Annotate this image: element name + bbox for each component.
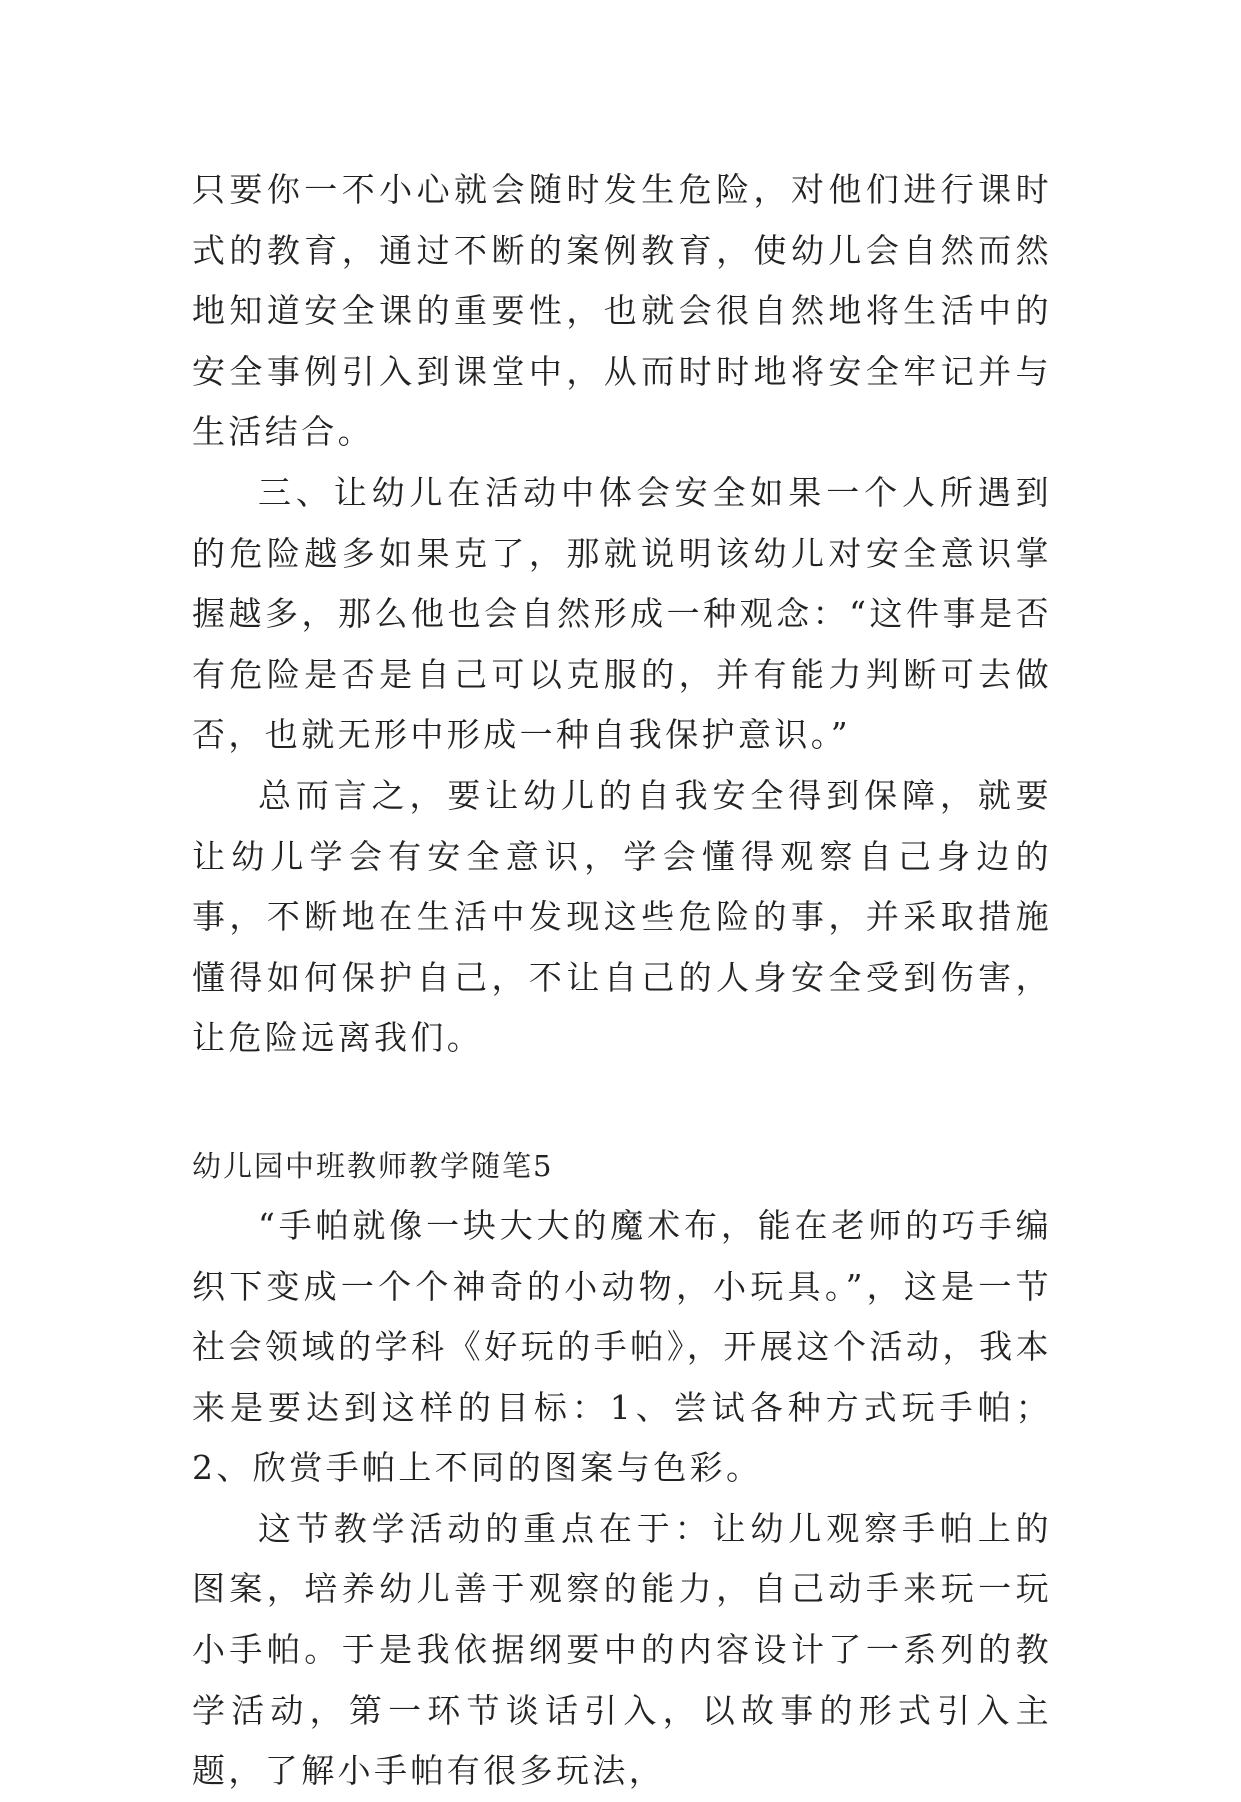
paragraph-continued: 只要你一不小心就会随时发生危险，对他们进行课时式的教育，通过不断的案例教育，使幼儿会自然而然地知道安全课的重要性，也就会很自然地将生活中的安全事例引入到课堂中，从而时时地将安全牢记并与生活结合。 (192, 170, 1052, 452)
paragraph-teaching-focus: 这节教学活动的重点在于：让幼儿观察手帕上的图案，培养幼儿善于观察的能力，自己动手来玩一玩小手帕。于是我依据纲要中的内容设计了一系列的教学活动，第一环节谈话引入，以故事的形式引入主题，了解小手帕有很多玩法， (192, 1508, 1052, 1791)
section-heading: 幼儿园中班教师教学随笔5 (192, 1148, 554, 1183)
paragraph-conclusion: 总而言之，要让幼儿的自我安全得到保障，就要让幼儿学会有安全意识，学会懂得观察自己身边的事，不断地在生活中发现这些危险的事，并采取措施懂得如何保护自己，不让自己的人身安全受到伤害，让危险远离我们。 (192, 775, 1052, 1058)
paragraph-safety-activity: 三、让幼儿在活动中体会安全如果一个人所遇到的危险越多如果克了，那就说明该幼儿对安全意识掌握越多，那么他也会自然形成一种观念：“这件事是否有危险是否是自己可以克服的，并有能力判断可去做否，也就无形中形成一种自我保护意识。” (192, 472, 1052, 755)
document-body (192, 160, 1052, 1802)
paragraph-handkerchief-intro: “手帕就像一块大大的魔术布，能在老师的巧手编织下变成一个个神奇的小动物，小玩具。”，这是一节社会领域的学科《好玩的手帕》，开展这个活动，我本来是要达到这样的目标：1、尝试各种方式玩手帕；2、欣赏手帕上不同的图案与色彩。 (192, 1205, 1052, 1488)
